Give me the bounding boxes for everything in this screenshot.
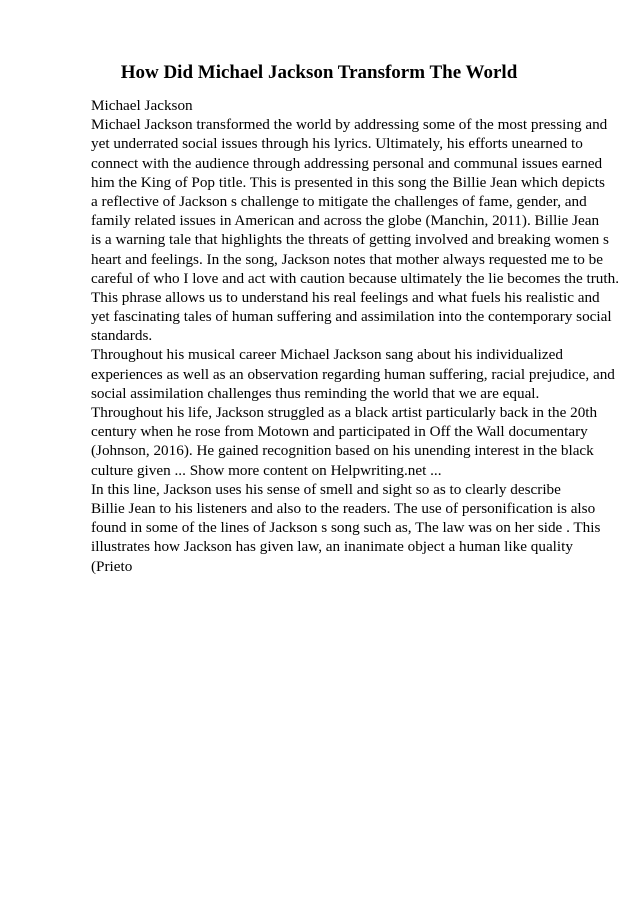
document-body (91, 96, 619, 576)
text-line: careful of who I love and act with caution because ultimately the lie becomes the truth. (91, 269, 619, 287)
text-line: (Johnson, 2016). He gained recognition based on his unending interest in the black (91, 442, 594, 460)
text-line: him the King of Pop title. This is presented in this song the Billie Jean which depicts (91, 173, 605, 191)
text-line: This phrase allows us to understand his real feelings and what fuels his realistic and (91, 288, 600, 306)
text-line: Billie Jean to his listeners and also to the readers. The use of personification is also (91, 499, 596, 517)
text-line: yet fascinating tales of human suffering and assimilation into the contemporary social (91, 308, 612, 326)
document-title: How Did Michael Jackson Transform The World (120, 62, 518, 83)
text-line: heart and feelings. In the song, Jackson notes that mother always requested me to be (91, 250, 604, 268)
text-line: social assimilation challenges thus reminding the world that we are equal. (91, 384, 540, 402)
text-line: family related issues in American and across the globe (Manchin, 2011). Billie Jean (91, 212, 600, 230)
text-line: culture given ... Show more content on Helpwriting.net ... (91, 461, 442, 479)
text-line: experiences as well as an observation regarding human suffering, racial prejudice, and (91, 365, 615, 383)
text-line: century when he rose from Motown and participated in Off the Wall documentary (91, 423, 588, 441)
text-line: Michael Jackson transformed the world by addressing some of the most pressing and (91, 116, 608, 134)
text-line: a reflective of Jackson s challenge to mitigate the challenges of fame, gender, and (91, 192, 587, 210)
text-line: Throughout his life, Jackson struggled as a black artist particularly back in the 20th (91, 404, 598, 421)
text-line: Michael Jackson (91, 97, 193, 114)
text-line: is a warning tale that highlights the threats of getting involved and breaking women s (91, 231, 609, 249)
text-line: (Prieto (91, 557, 133, 575)
text-line: found in some of the lines of Jackson s song such as, The law was on her side . This (91, 519, 601, 537)
text-line: illustrates how Jackson has given law, an inanimate object a human like quality (91, 538, 573, 556)
text-line: standards. (91, 327, 153, 345)
text-line: Throughout his musical career Michael Jackson sang about his individualized (91, 346, 563, 364)
text-line: connect with the audience through addressing personal and communal issues earned (91, 154, 603, 172)
text-line: In this line, Jackson uses his sense of smell and sight so as to clearly describe (91, 480, 561, 498)
text-line: yet underrated social issues through his lyrics. Ultimately, his efforts unearned to (91, 135, 583, 153)
